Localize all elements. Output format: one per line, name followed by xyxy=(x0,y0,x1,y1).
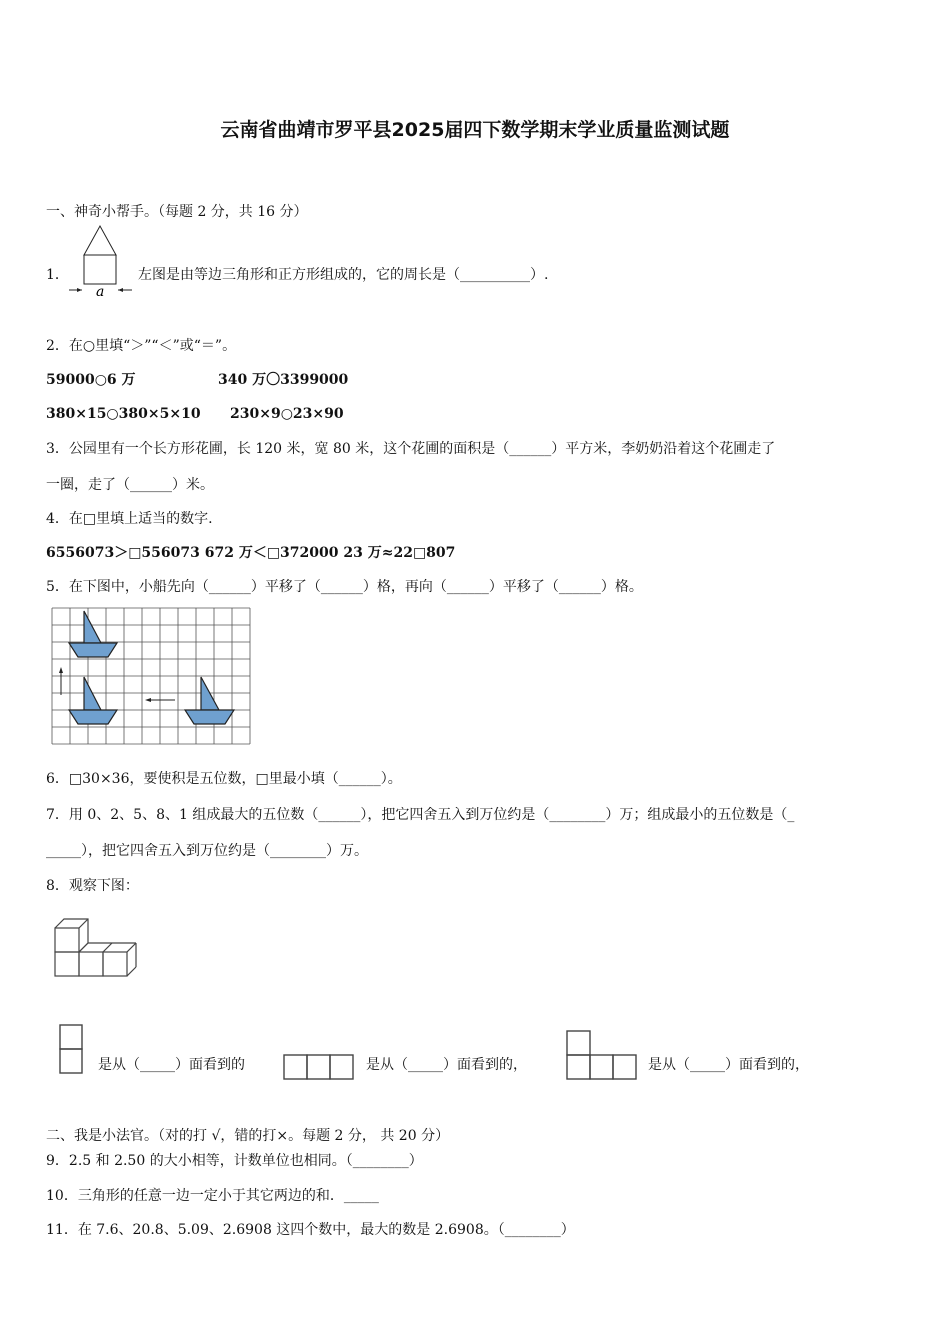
q5-boat-right xyxy=(185,677,234,724)
q1-triangle-square-figure xyxy=(66,218,146,298)
boat-sail xyxy=(84,677,101,710)
q5-text: 5．在下图中，小船先向（______）平移了（______）格，再向（______）平移了（______）格。 xyxy=(46,579,643,595)
section-1-heading: 一、神奇小帮手。（每题 2 分，共 16 分） xyxy=(46,204,308,220)
section-2-heading: 二、我是小法官。（对的打 √，错的打×。每题 2 分， 共 20 分） xyxy=(46,1128,450,1144)
q4-line1: 4．在□里填上适当的数字. xyxy=(46,511,213,527)
boat-sail xyxy=(201,677,219,710)
q8-view-3-text: 是从（_____）面看到的， xyxy=(648,1057,809,1073)
q2-row2-b: 230×9○23×90 xyxy=(230,406,344,422)
q1-text: 左图是由等边三角形和正方形组成的，它的周长是（__________）. xyxy=(138,267,549,283)
q10-text: 10．三角形的任意一边一定小于其它两边的和．_____ xyxy=(46,1188,379,1204)
q2-text: 2．在○里填“＞”“＜”或“＝”。 xyxy=(46,338,237,354)
q1-equilateral-triangle xyxy=(84,226,116,255)
page-title: 云南省曲靖市罗平县2025届四下数学期末学业质量监测试题 xyxy=(220,119,730,141)
boat-hull xyxy=(69,710,117,724)
q3-line2: 一圈，走了（______）米。 xyxy=(46,477,214,493)
q8-cube-stack-figure xyxy=(50,905,150,985)
q5-boat-grid-figure xyxy=(51,607,251,747)
q8-view-1-text: 是从（_____）面看到的 xyxy=(98,1057,245,1073)
q2-row2-a: 380×15○380×5×10 xyxy=(46,406,201,422)
q8-view-2-text: 是从（_____）面看到的， xyxy=(366,1057,527,1073)
q1-label-a: a xyxy=(96,284,105,300)
q5-boat-bottom-left xyxy=(69,677,117,724)
boat-hull xyxy=(69,643,117,657)
q1-square xyxy=(84,255,116,284)
q8-line1: 8．观察下图： xyxy=(46,878,139,894)
q5-boat-top-left xyxy=(69,611,117,657)
q7-line2: _____），把它四舍五入到万位约是（________）万。 xyxy=(46,843,368,859)
q6-text: 6．□30×36，要使积是五位数，□里最小填（______）。 xyxy=(46,771,402,787)
q8-view-3-figure xyxy=(564,1028,638,1084)
q4-line2: 6556073＞□556073 672 万＜□372000 23 万≈22□807 xyxy=(46,545,456,561)
q2-row1-a: 59000○6 万 xyxy=(46,372,136,388)
boat-hull xyxy=(185,710,234,724)
q2-row1-b: 340 万〇3399000 xyxy=(218,372,349,388)
q9-text: 9．2.5 和 2.50 的大小相等，计数单位也相同。（________） xyxy=(46,1153,423,1169)
q8-view-2-figure xyxy=(282,1053,356,1083)
q3-line1: 3．公园里有一个长方形花圃，长 120 米，宽 80 米，这个花圃的面积是（______）平方米，李奶奶沿着这个花圃走了 xyxy=(46,441,776,457)
q1-number: 1． xyxy=(46,267,69,283)
q7-line1: 7．用 0、2、5、8、1 组成最大的五位数（______），把它四舍五入到万位约是（________）万；组成最小的五位数是（_ xyxy=(46,807,795,823)
boat-sail xyxy=(84,611,101,643)
q8-view-1-figure xyxy=(57,1022,87,1080)
q11-text: 11．在 7.6、20.8、5.09、2.6908 这四个数中，最大的数是 2.6908。（________） xyxy=(46,1222,575,1238)
